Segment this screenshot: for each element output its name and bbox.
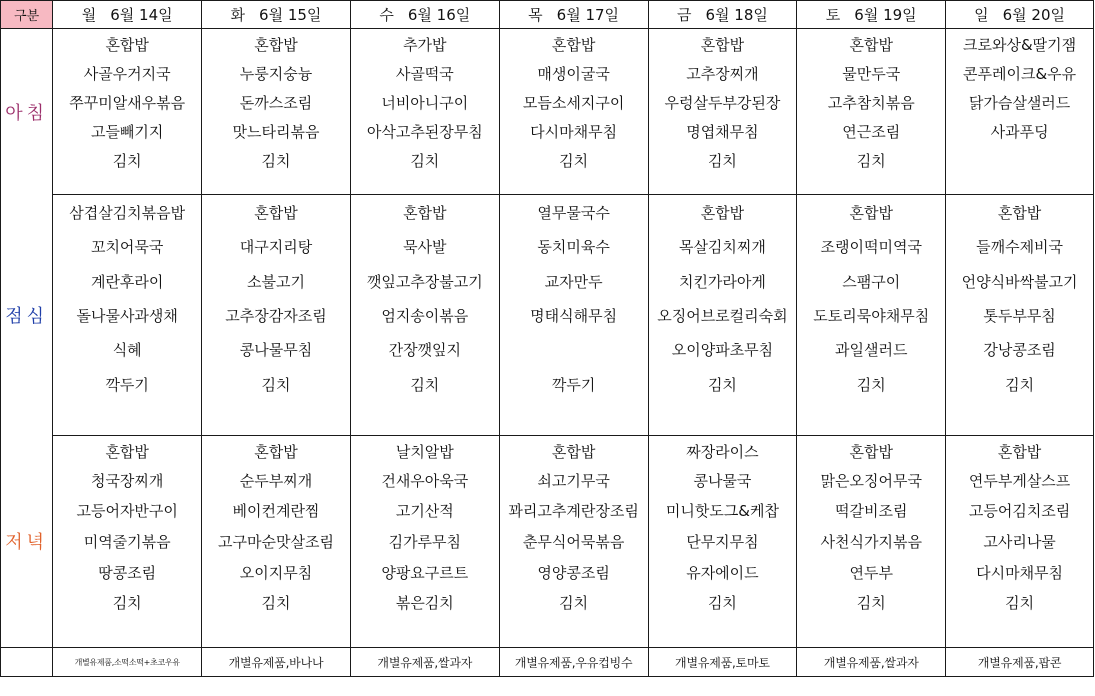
menu-item: 김치 — [797, 146, 946, 175]
menu-item: 도토리묵야채무침 — [797, 298, 946, 332]
menu-item: 고추참치볶음 — [797, 88, 946, 117]
breakfast-row — [1, 29, 1094, 60]
menu-item: 명태식해무침 — [499, 298, 648, 332]
menu-item: 고기산적 — [350, 495, 499, 526]
menu-item: 연두부 — [797, 557, 946, 587]
menu-item — [350, 175, 499, 195]
menu-item: 사골떡국 — [350, 59, 499, 88]
menu-item — [946, 617, 1094, 648]
menu-item: 청국장찌개 — [53, 466, 202, 495]
menu-item: 춘무식어묵볶음 — [499, 526, 648, 557]
menu-item — [946, 402, 1094, 436]
weekday-label: 일 — [974, 6, 989, 24]
menu-item: 고구마순맛살조림 — [202, 526, 351, 557]
menu-item: 땅콩조림 — [53, 557, 202, 587]
menu-item: 돈까스조림 — [202, 88, 351, 117]
menu-item: 건새우아욱국 — [350, 466, 499, 495]
date-label: 6월 20일 — [1002, 6, 1066, 24]
menu-item: 김가루무침 — [350, 526, 499, 557]
lunch-label: 점심 — [1, 195, 53, 436]
menu-item: 크로와상&딸기잼 — [946, 29, 1094, 60]
menu-item: 물만두국 — [797, 59, 946, 88]
menu-item: 오이양파초무침 — [648, 332, 797, 367]
menu-item: 혼합밥 — [648, 195, 797, 230]
menu-item: 맑은오징어무국 — [797, 466, 946, 495]
menu-item: 과일샐러드 — [797, 332, 946, 367]
menu-item — [499, 175, 648, 195]
lunch-row — [1, 332, 1094, 367]
dinner-row — [1, 436, 1094, 467]
weekday-label: 수 — [379, 6, 394, 24]
day-header-mon — [53, 1, 202, 29]
corner-label: 구분 — [1, 1, 53, 29]
day-header-wed — [350, 1, 499, 29]
menu-item: 명엽채무침 — [648, 117, 797, 146]
menu-item: 콩나물국 — [648, 466, 797, 495]
menu-item: 혼합밥 — [797, 29, 946, 60]
menu-item: 쇠고기무국 — [499, 466, 648, 495]
menu-item: 다시마채무침 — [499, 117, 648, 146]
date-label: 6월 15일 — [259, 6, 322, 24]
menu-item: 김치 — [499, 587, 648, 617]
menu-item: 간장깻잎지 — [350, 332, 499, 367]
menu-item: 김치 — [202, 146, 351, 175]
menu-item: 깍두기 — [499, 367, 648, 402]
menu-item — [499, 617, 648, 648]
menu-item: 혼합밥 — [499, 29, 648, 60]
menu-item — [946, 146, 1094, 175]
menu-item — [797, 175, 946, 195]
menu-item: 떡갈비조림 — [797, 495, 946, 526]
menu-item: 닭가슴살샐러드 — [946, 88, 1094, 117]
menu-item: 다시마채무침 — [946, 557, 1094, 587]
menu-item — [350, 402, 499, 436]
menu-item: 꼬치어묵국 — [53, 229, 202, 264]
menu-item: 들깨수제비국 — [946, 229, 1094, 264]
menu-item: 조랭이떡미역국 — [797, 229, 946, 264]
menu-item: 혼합밥 — [202, 195, 351, 230]
menu-item: 짜장라이스 — [648, 436, 797, 467]
menu-item: 고등어김치조림 — [946, 495, 1094, 526]
menu-item — [53, 617, 202, 648]
weekday-label: 토 — [825, 6, 841, 24]
menu-item: 김치 — [648, 146, 797, 175]
menu-item: 강낭콩조림 — [946, 332, 1094, 367]
menu-item: 김치 — [499, 146, 648, 175]
menu-item: 김치 — [648, 367, 797, 402]
menu-item — [648, 175, 797, 195]
menu-item: 스팸구이 — [797, 264, 946, 298]
snack-row — [1, 648, 1094, 677]
menu-item: 김치 — [946, 587, 1094, 617]
menu-item: 맛느타리볶음 — [202, 117, 351, 146]
menu-item: 꽈리고추계란장조림 — [499, 495, 648, 526]
menu-item: 김치 — [202, 367, 351, 402]
dinner-row — [1, 495, 1094, 526]
snack-item: 개별유제품,소떡소떡+초코우유 — [53, 648, 202, 677]
snack-item: 개별유제품,우유컵빙수 — [499, 648, 648, 677]
menu-item: 사과푸딩 — [946, 117, 1094, 146]
menu-item: 영양콩조림 — [499, 557, 648, 587]
weekday-label: 화 — [230, 6, 246, 24]
day-header-thu — [499, 1, 648, 29]
menu-item: 혼합밥 — [797, 436, 946, 467]
menu-item: 김치 — [648, 587, 797, 617]
menu-item: 날치알밥 — [350, 436, 499, 467]
menu-item: 김치 — [797, 367, 946, 402]
menu-item: 양팡요구르트 — [350, 557, 499, 587]
menu-item: 열무물국수 — [499, 195, 648, 230]
menu-item: 김치 — [797, 587, 946, 617]
menu-item: 아삭고추된장무침 — [350, 117, 499, 146]
menu-item: 혼합밥 — [53, 436, 202, 467]
menu-item: 식혜 — [53, 332, 202, 367]
menu-item: 콩나물무침 — [202, 332, 351, 367]
menu-item: 묵사발 — [350, 229, 499, 264]
menu-item — [202, 617, 351, 648]
menu-item: 김치 — [946, 367, 1094, 402]
menu-item: 오징어브로컬리숙회 — [648, 298, 797, 332]
menu-item: 삼겹살김치볶음밥 — [53, 195, 202, 230]
lunch-row — [1, 298, 1094, 332]
menu-item: 언양식바싹불고기 — [946, 264, 1094, 298]
menu-item — [499, 402, 648, 436]
menu-item: 고등어자반구이 — [53, 495, 202, 526]
menu-item: 혼합밥 — [946, 436, 1094, 467]
menu-item: 오이지무침 — [202, 557, 351, 587]
date-label: 6월 17일 — [556, 6, 620, 24]
breakfast-row — [1, 175, 1094, 195]
menu-item: 돌나물사과생채 — [53, 298, 202, 332]
snack-item: 개별유제품,쌀과자 — [350, 648, 499, 677]
date-label: 6월 18일 — [705, 6, 768, 24]
menu-item: 고추장감자조림 — [202, 298, 351, 332]
menu-item: 김치 — [202, 587, 351, 617]
day-header-sat — [797, 1, 946, 29]
menu-item: 대구지리탕 — [202, 229, 351, 264]
menu-item: 혼합밥 — [202, 436, 351, 467]
breakfast-row — [1, 88, 1094, 117]
weekday-label: 목 — [528, 6, 543, 24]
day-header-sun — [946, 1, 1094, 29]
header-row — [1, 1, 1094, 29]
dinner-row — [1, 587, 1094, 617]
menu-item: 치킨가라아게 — [648, 264, 797, 298]
menu-item: 김치 — [53, 146, 202, 175]
menu-item: 사골우거지국 — [53, 59, 202, 88]
menu-item: 동치미육수 — [499, 229, 648, 264]
menu-item: 교자만두 — [499, 264, 648, 298]
menu-item: 추가밥 — [350, 29, 499, 60]
menu-item: 연근조림 — [797, 117, 946, 146]
menu-item: 매생이굴국 — [499, 59, 648, 88]
menu-item — [499, 332, 648, 367]
snack-item: 개별유제품,팝콘 — [946, 648, 1094, 677]
dinner-row — [1, 557, 1094, 587]
menu-item: 사천식가지볶음 — [797, 526, 946, 557]
dinner-row — [1, 466, 1094, 495]
menu-body — [1, 29, 1094, 677]
menu-item: 볶은김치 — [350, 587, 499, 617]
menu-item: 우렁살두부강된장 — [648, 88, 797, 117]
menu-item: 계란후라이 — [53, 264, 202, 298]
menu-item — [797, 402, 946, 436]
snack-item: 개별유제품,쌀과자 — [797, 648, 946, 677]
lunch-row — [1, 367, 1094, 402]
menu-item — [350, 617, 499, 648]
weekday-label: 월 — [81, 6, 97, 24]
menu-item: 목살김치찌개 — [648, 229, 797, 264]
menu-item — [648, 617, 797, 648]
menu-item — [648, 402, 797, 436]
menu-item: 모듬소세지구이 — [499, 88, 648, 117]
menu-item: 혼합밥 — [499, 436, 648, 467]
dinner-row — [1, 617, 1094, 648]
breakfast-label: 아침 — [1, 29, 53, 195]
menu-item — [202, 175, 351, 195]
menu-item: 쭈꾸미알새우볶음 — [53, 88, 202, 117]
snack-label-cell — [1, 648, 53, 677]
menu-item: 깻잎고추장불고기 — [350, 264, 499, 298]
menu-item: 혼합밥 — [53, 29, 202, 60]
menu-item: 유자에이드 — [648, 557, 797, 587]
snack-item: 개별유제품,토마토 — [648, 648, 797, 677]
lunch-row — [1, 402, 1094, 436]
day-header-fri — [648, 1, 797, 29]
date-label: 6월 16일 — [407, 6, 471, 24]
lunch-row — [1, 264, 1094, 298]
menu-item: 혼합밥 — [350, 195, 499, 230]
breakfast-row — [1, 117, 1094, 146]
menu-item: 김치 — [350, 367, 499, 402]
menu-item: 미역줄기볶음 — [53, 526, 202, 557]
menu-item — [946, 175, 1094, 195]
menu-item: 베이컨계란찜 — [202, 495, 351, 526]
dinner-row — [1, 526, 1094, 557]
menu-item: 누룽지숭늉 — [202, 59, 351, 88]
menu-item: 혼합밥 — [648, 29, 797, 60]
menu-item: 고추장찌개 — [648, 59, 797, 88]
menu-item: 미니핫도그&케찹 — [648, 495, 797, 526]
date-label: 6월 19일 — [854, 6, 917, 24]
menu-item: 톳두부무침 — [946, 298, 1094, 332]
day-header-tue — [202, 1, 351, 29]
menu-item: 고들빼기지 — [53, 117, 202, 146]
menu-item: 콘푸레이크&우유 — [946, 59, 1094, 88]
menu-item: 혼합밥 — [946, 195, 1094, 230]
menu-item — [53, 402, 202, 436]
snack-item: 개별유제품,바나나 — [202, 648, 351, 677]
menu-item: 깍두기 — [53, 367, 202, 402]
menu-item: 연두부게살스프 — [946, 466, 1094, 495]
dinner-label: 저녁 — [1, 436, 53, 648]
menu-item — [797, 617, 946, 648]
weekday-label: 금 — [676, 6, 692, 24]
menu-item — [202, 402, 351, 436]
lunch-row — [1, 229, 1094, 264]
menu-item: 김치 — [350, 146, 499, 175]
breakfast-row — [1, 146, 1094, 175]
lunch-row — [1, 195, 1094, 230]
menu-item: 소불고기 — [202, 264, 351, 298]
menu-item: 김치 — [53, 587, 202, 617]
menu-item: 혼합밥 — [202, 29, 351, 60]
menu-item: 너비아니구이 — [350, 88, 499, 117]
menu-item: 고사리나물 — [946, 526, 1094, 557]
menu-item — [53, 175, 202, 195]
menu-item: 순두부찌개 — [202, 466, 351, 495]
breakfast-row — [1, 59, 1094, 88]
date-label: 6월 14일 — [110, 6, 173, 24]
menu-item: 엄지송이볶음 — [350, 298, 499, 332]
menu-item: 단무지무침 — [648, 526, 797, 557]
menu-item: 혼합밥 — [797, 195, 946, 230]
